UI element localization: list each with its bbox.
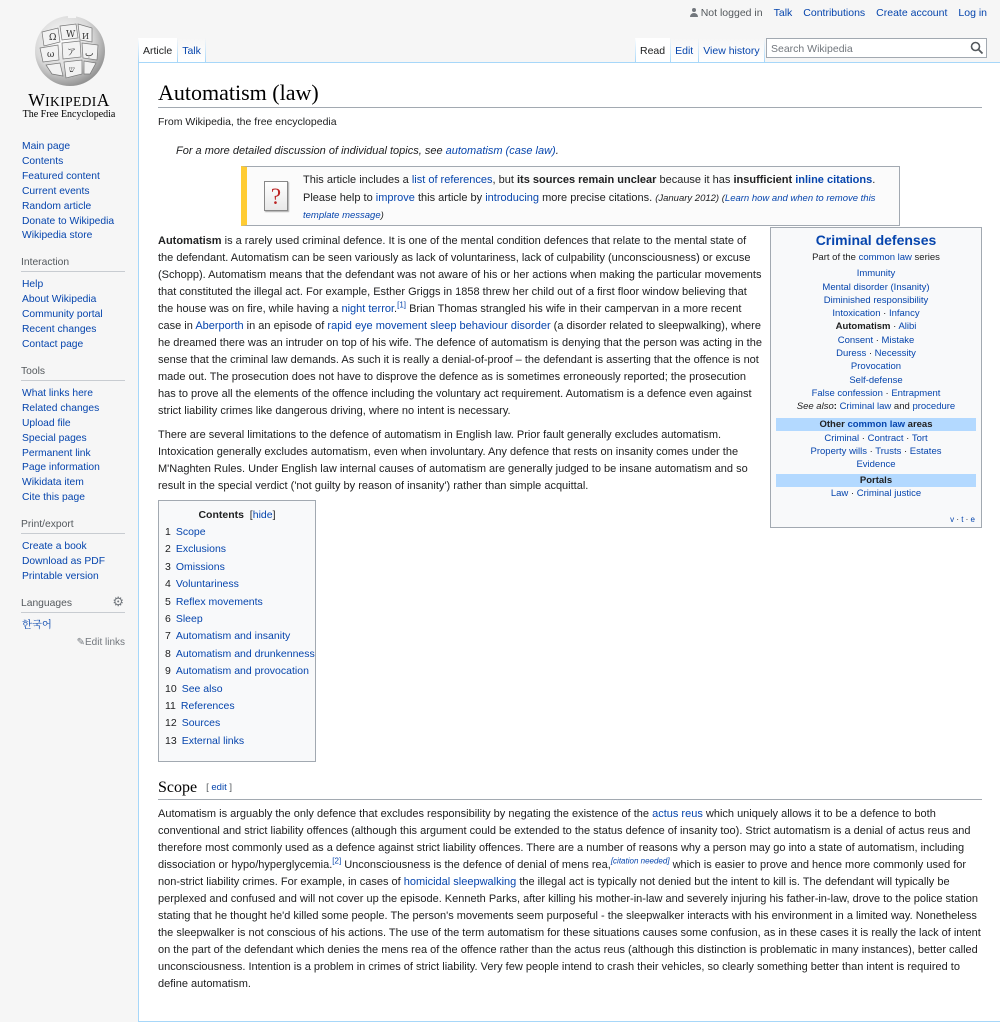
sidebar-item-donate-to-wikipedia[interactable] — [22, 215, 125, 230]
infobox-title — [771, 232, 981, 248]
toc-hide-link[interactable]: hide — [252, 509, 273, 521]
svg-text:W: W — [66, 30, 76, 40]
tools-list — [21, 387, 125, 506]
sidebar-item-label: Main page — [22, 141, 71, 152]
toc-number: 7 — [165, 630, 171, 643]
sidebar-item-label: Contents — [22, 155, 64, 167]
infobox-line — [771, 294, 981, 307]
infobox-link-self-defense[interactable]: Self-defense — [849, 374, 903, 386]
aberporth-link[interactable]: Aberporth — [195, 320, 244, 332]
see-also-and: and — [891, 401, 913, 413]
toc-number: 9 — [165, 665, 171, 678]
talk-template-link[interactable]: t — [961, 515, 964, 524]
infobox-link-mistake[interactable]: Mistake — [881, 334, 915, 346]
sidebar-item-item[interactable] — [22, 619, 125, 634]
notice-t6: this article by — [414, 191, 486, 204]
languages-portal — [21, 593, 125, 648]
sidebar-item-label: Permanent link — [22, 447, 91, 459]
sidebar-item-label: Donate to Wikipedia — [22, 215, 115, 227]
toc-number: 5 — [165, 595, 171, 608]
toc-toggle[interactable]: [hide] — [243, 509, 276, 521]
sidebar-item-label: Special pages — [22, 432, 87, 444]
scope-text-d: which is easier to prove and hence more commonly used for non-strict liability crimes. For example, in cases of — [158, 859, 967, 888]
hatnote-end: . — [555, 145, 559, 157]
list-of-references-link[interactable]: list of references — [411, 174, 493, 186]
other-areas-header — [776, 418, 976, 431]
notice-t2: , but — [492, 174, 517, 186]
navigation-list — [21, 140, 125, 244]
improve-link[interactable]: improve — [375, 191, 415, 204]
notice-paren-open: ( — [719, 192, 725, 204]
infobox-link-trusts[interactable]: Trusts — [875, 445, 902, 457]
tab-talk-label: Talk — [182, 45, 201, 57]
sidebar-item-label: Community portal — [22, 309, 103, 321]
svg-text:ω: ω — [47, 50, 55, 60]
sidebar-item-printable-version[interactable] — [22, 570, 125, 585]
intro-bold-term: Automatism — [158, 235, 222, 247]
vte-sep-1: · — [954, 515, 962, 524]
other-post: areas — [905, 418, 933, 430]
toc-item-automatism-and-provocation[interactable] — [165, 663, 315, 680]
infobox-link-evidence[interactable]: Evidence — [856, 459, 896, 471]
toc-number: 10 — [165, 682, 177, 695]
sidebar-item-permanent-link[interactable] — [22, 447, 125, 462]
infobox-separator: · — [882, 387, 892, 399]
sidebar-item-upload-file[interactable] — [22, 417, 125, 432]
ref-2[interactable]: [2] — [332, 856, 342, 866]
infobox-link-diminished-responsibility[interactable]: Diminished responsibility — [823, 294, 929, 306]
languages-heading — [21, 593, 125, 613]
infobox-link-infancy[interactable]: Infancy — [888, 308, 920, 320]
infobox-separator: · — [866, 348, 875, 360]
scope-text-a: Automatism is arguably the only defence that excludes responsibility by negating the existence of the — [158, 808, 653, 820]
not-logged-in-label: Not logged in — [700, 7, 763, 19]
scope-text-e: the illegal act is typically not denied but the intent to kill is. The defendant will typically be perplexed and confused and will not cover up the episode. Kenneth Parks, after killing his mother-in-law and severely injuring his father-in-law, drove to the police station stating that he thought he'd killed some people. The person's movements seem purposeful - the sleepwalker interacts with his environment in a limited way. Nonetheless the sleepwalker is not conscious of his actions. The use of the term automatism for these situations causes some confusion, as in these cases it is really the lack of intent on the part of the defendant which denies the mens rea of the offence rather than the actus reus (although this distinction is problematic in many instances), better called unconsciousness. Intention is a problem in crimes of strict liability. Very few people intend to crash their vehicles, so clearly something better than intent is required to define automatism. — [158, 876, 981, 990]
toc-label: Omissions — [175, 560, 225, 573]
infobox-link-estates[interactable]: Estates — [909, 445, 942, 457]
infobox-separator: · — [890, 321, 899, 333]
toc-label: Voluntariness — [175, 578, 239, 591]
sidebar-item-help[interactable] — [22, 278, 125, 293]
svg-text:Ω: Ω — [49, 33, 57, 43]
sidebar-item-contact-page[interactable] — [22, 338, 125, 353]
infobox-link-wills[interactable]: wills — [849, 445, 868, 457]
toc-number: 8 — [165, 647, 171, 660]
notice-b1: its sources remain unclear — [517, 174, 657, 186]
sidebar-item-label: Recent changes — [22, 324, 97, 336]
other-pre: Other — [819, 418, 848, 430]
scope-divider — [158, 799, 982, 800]
tab-edit-label: Edit — [675, 45, 694, 57]
tools-portal — [21, 366, 125, 506]
toc-label: Automatism and provocation — [175, 665, 309, 678]
notice-t5: Please help to — [303, 191, 376, 204]
infobox-line — [771, 267, 981, 280]
sidebar-item-label: Cite this page — [22, 492, 85, 504]
notice-t7: more precise citations. — [539, 191, 656, 204]
infobox-link-criminal-justice[interactable]: Criminal justice — [856, 488, 922, 500]
infobox-link-tort[interactable]: Tort — [911, 432, 928, 444]
toc-label: Sources — [181, 717, 221, 730]
svg-text:И: И — [82, 32, 89, 41]
languages-list — [21, 619, 125, 634]
infobox-link-entrapment[interactable]: Entrapment — [891, 387, 941, 399]
personal-toolbar — [690, 7, 987, 19]
wikipedia-logo[interactable] — [0, 0, 138, 130]
toc-number: 12 — [165, 717, 177, 730]
infobox-line — [771, 445, 981, 458]
notice-insufficient: insufficient — [733, 174, 793, 186]
intro-paragraph-1: Automatism is a rarely used criminal defence. It is one of the mental condition defences that relate to the mental state of the defendant. Automatism can be seen variously as lack of voluntariness, lack of culpability (unconsciousness) or excuse (Schopp). Automatism means that the defendant was not aware of his or her actions when making the particular movements that constituted the illegal act. For example, Esther Griggs in 1858 threw her child out of a first floor window believing that the house was on fire, while having a night terror.[1] Brian Thomas strangled his wife in their campervan in a more recent case in Aberporth in an episode of rapid eye movement sleep behaviour disorder (a disorder related to sleepwalking), where he dreamed there was an intruder on top of his wife. The defence of automatism is denying that the person was acting in the sense that the criminal law demands. As such it is really a denial-of-proof – the defendant is asserting that the offence is not made out. The prosecution does not have to disprove the defence as is sometimes erroneously reported; the prosecution has to prove all the elements of the offence including the voluntary act requirement. Automatism is a defence even against strict liability crimes like dangerous driving, where no intent is necessary. — [158, 235, 762, 417]
toc-item-sleep[interactable] — [165, 611, 315, 628]
page-title: Automatism (law) — [158, 80, 319, 105]
infobox-link-necessity[interactable]: Necessity — [874, 348, 916, 360]
sidebar-item-label: About Wikipedia — [22, 294, 97, 306]
sidebar-item-recent-changes[interactable] — [22, 323, 125, 338]
wordmark: WIKIPEDIA — [28, 90, 110, 110]
toc-item-automatism-and-insanity[interactable] — [165, 628, 315, 645]
infobox-separator: · — [903, 432, 912, 444]
portals-header: Portals — [776, 474, 976, 487]
sidebar-item-label: Download as PDF — [22, 556, 105, 568]
see-also-label: See also — [796, 401, 834, 413]
sidebar-item-label: Page information — [22, 462, 100, 474]
infobox-link-alibi[interactable]: Alibi — [898, 321, 917, 333]
sidebar-item-main-page[interactable] — [22, 140, 125, 155]
toc-label: Exclusions — [175, 543, 227, 556]
create-account-link[interactable]: Create account — [876, 7, 948, 19]
intro-text-c: in an episode of — [243, 320, 328, 332]
infobox-separator: · — [867, 445, 876, 457]
sidebar-item-label: Upload file — [22, 417, 71, 429]
citation-needed-link[interactable]: [citation needed] — [610, 856, 670, 866]
criminal-defenses-infobox — [770, 227, 982, 528]
edit-links[interactable] — [21, 637, 125, 648]
scope-paragraph — [158, 806, 982, 993]
toc-item-scope[interactable] — [165, 524, 315, 541]
infobox-link-provocation[interactable]: Provocation — [850, 361, 902, 373]
section-edit: [ edit ] — [206, 782, 232, 793]
criminal-law-link[interactable]: Criminal law — [839, 401, 892, 413]
sidebar-item-featured-content[interactable] — [22, 170, 125, 185]
site-subtitle: From Wikipedia, the free encyclopedia — [158, 116, 337, 128]
infobox-link-immunity[interactable]: Immunity — [856, 268, 896, 280]
notice-paren-close: ) — [380, 210, 384, 221]
tab-history-label: View history — [703, 45, 760, 57]
navbox-vte — [950, 515, 975, 524]
notice-date: (January 2012) — [655, 192, 720, 204]
ref-1[interactable]: [1] — [397, 300, 407, 310]
tab-view-history[interactable] — [698, 38, 764, 62]
scope-text-b: which uniquely allows it to be a defence to both conventional and strict liability offences (although this argument could be extended to the status defence of insanity too). Strict automatism is a denial of actus reus and therefore most commonly used as a defence against strict liability offences. There are a number of reasons why a person may go into a state of automatism, including dissociation or hypo/hyperglycemia. — [158, 808, 971, 871]
toc-item-reflex-movements[interactable] — [165, 594, 315, 611]
infobox-line — [771, 458, 981, 471]
sidebar-item-wikidata-item[interactable] — [22, 476, 125, 491]
hatnote-link[interactable]: automatism (case law) — [445, 145, 556, 157]
infobox-link-duress[interactable]: Duress — [836, 348, 867, 360]
series-post: series — [911, 252, 940, 263]
toc-label: Automatism and insanity — [175, 630, 291, 643]
infobox-link-consent[interactable]: Consent — [837, 334, 874, 346]
globe-icon — [30, 12, 110, 88]
sidebar-item-special-pages[interactable] — [22, 432, 125, 447]
sidebar-item-page-information[interactable] — [22, 461, 125, 476]
toc-number: 6 — [165, 613, 171, 626]
infobox-link-property[interactable]: Property — [810, 445, 847, 457]
infobox-line — [771, 387, 981, 400]
print-heading: Print/export — [21, 519, 125, 534]
print-list — [21, 540, 125, 585]
infobox-line — [771, 320, 981, 333]
sidebar-item-label: Random article — [22, 200, 92, 212]
infobox-link-law[interactable]: Law — [830, 488, 849, 500]
tools-heading: Tools — [21, 366, 125, 381]
infobox-line — [771, 360, 981, 373]
toc-label: Sleep — [175, 613, 203, 626]
sidebar-item-community-portal[interactable] — [22, 308, 125, 323]
sidebar — [0, 140, 138, 657]
svg-text:ب: ب — [85, 49, 94, 59]
gear-icon[interactable]: ⚙ — [112, 593, 124, 609]
table-of-contents — [158, 500, 316, 762]
sidebar-item-what-links-here[interactable] — [22, 387, 125, 402]
toc-item-voluntariness[interactable] — [165, 576, 315, 593]
sidebar-item-current-events[interactable] — [22, 185, 125, 200]
toc-item-sources[interactable] — [165, 715, 315, 732]
tab-edit[interactable] — [670, 38, 698, 62]
view-template-link[interactable]: v — [950, 515, 955, 524]
not-logged-in — [690, 7, 763, 19]
infobox-see-also — [771, 400, 981, 413]
tagline: The Free Encyclopedia — [22, 109, 116, 120]
scope-edit-link[interactable]: edit — [211, 782, 227, 793]
infobox-line — [771, 347, 981, 360]
talk-link[interactable]: Talk — [773, 7, 793, 19]
scope-text-c: Unconsciousness is the defence of denial of mens rea, — [341, 859, 611, 871]
actus-reus-link[interactable]: actus reus — [652, 808, 703, 820]
svg-text:ש: ש — [69, 65, 75, 74]
rem-sleep-disorder-link[interactable]: rapid eye movement sleep behaviour disorder — [327, 320, 551, 332]
infobox-defenses-list — [771, 267, 981, 400]
sidebar-item-contents[interactable] — [22, 155, 125, 170]
infobox-separator: · — [873, 334, 882, 346]
search-box — [766, 38, 987, 58]
sidebar-item-cite-this-page[interactable] — [22, 491, 125, 506]
infobox-link-criminal[interactable]: Criminal — [824, 432, 860, 444]
sidebar-item-label: 한국어 — [22, 619, 52, 631]
sidebar-item-label: Related changes — [22, 402, 100, 414]
toc-item-references[interactable] — [165, 698, 315, 715]
svg-text:ア: ア — [67, 48, 77, 58]
infobox-link-intoxication[interactable]: Intoxication — [832, 308, 881, 320]
tab-read-label: Read — [640, 45, 666, 57]
infobox-separator: · — [859, 432, 868, 444]
introducing-link[interactable]: introducing — [485, 191, 540, 204]
notice-b2 — [733, 174, 872, 186]
interaction-heading: Interaction — [21, 257, 125, 272]
hatnote — [176, 145, 559, 157]
infobox-separator: · — [848, 488, 857, 500]
toc-label: See also — [181, 682, 223, 695]
toc-title-label: Contents — [198, 509, 244, 521]
infobox-separator: · — [880, 308, 889, 320]
scope-heading-label: Scope — [158, 779, 198, 796]
section-heading-scope — [158, 779, 232, 797]
toc-item-see-also[interactable] — [165, 681, 315, 698]
toc-item-omissions[interactable] — [165, 559, 315, 576]
pencil-icon: ✎ — [76, 636, 85, 648]
languages-label: Languages — [21, 597, 72, 609]
toc-number: 3 — [165, 560, 171, 573]
infobox-line — [771, 432, 981, 445]
toc-number: 2 — [165, 543, 171, 556]
night-terror-link[interactable]: night terror — [341, 303, 395, 315]
hatnote-text: For a more detailed discussion of individual topics, see — [176, 145, 446, 157]
infobox-line — [771, 281, 981, 294]
sidebar-item-label: Create a book — [22, 541, 87, 553]
procedure-link[interactable]: procedure — [912, 401, 956, 413]
other-areas-list — [771, 432, 981, 472]
sidebar-item-label: Printable version — [22, 570, 99, 582]
toc-item-external-links[interactable] — [165, 733, 315, 750]
namespace-tabs — [138, 38, 206, 62]
toc-number: 1 — [165, 526, 171, 538]
sidebar-item-random-article[interactable] — [22, 200, 125, 215]
sidebar-item-download-as-pdf[interactable] — [22, 555, 125, 570]
sidebar-item-label: Featured content — [22, 170, 100, 182]
toc-number: 11 — [165, 700, 176, 713]
toc-label: External links — [181, 734, 245, 747]
portals-list — [771, 487, 981, 500]
infobox-line — [771, 374, 981, 387]
infobox-separator: · — [901, 445, 910, 457]
see-also-colon: : — [833, 401, 840, 413]
intro-text-b: Brian Thomas strangled his wife in their campervan in a more recent case in — [158, 303, 742, 332]
toc-number: 4 — [165, 578, 171, 591]
view-tabs — [635, 38, 765, 62]
tab-article-label: Article — [143, 45, 173, 57]
contributions-link[interactable]: Contributions — [803, 7, 866, 19]
edit-template-link[interactable]: e — [970, 515, 975, 524]
homicidal-sleepwalking-link[interactable]: homicidal sleepwalking — [403, 876, 517, 888]
infobox-link-mental-disorder-insanity[interactable]: Mental disorder (Insanity) — [822, 281, 930, 293]
sidebar-item-label: What links here — [22, 387, 93, 399]
sidebar-item-related-changes[interactable] — [22, 402, 125, 417]
inline-citations-link[interactable]: inline citations — [795, 174, 873, 186]
navigation-portal — [21, 140, 125, 244]
sidebar-item-label: Current events — [22, 185, 90, 197]
toc-label: Reflex movements — [175, 595, 263, 608]
infobox-line — [771, 334, 981, 347]
toc-label: References — [180, 700, 235, 713]
tab-read[interactable] — [635, 38, 670, 62]
infobox-line — [771, 487, 981, 500]
common-law-link[interactable]: common law — [858, 252, 912, 263]
notice-t3: because it has — [656, 174, 734, 186]
question-book-icon: ? — [264, 181, 288, 211]
content-area — [138, 62, 1000, 1022]
title-divider — [158, 107, 982, 108]
infobox-link-false-confession[interactable]: False confession — [811, 387, 883, 399]
infobox-link-contract[interactable]: Contract — [867, 432, 904, 444]
series-pre: Part of the — [812, 252, 859, 263]
toc-item-exclusions[interactable] — [165, 541, 315, 558]
tab-article[interactable] — [138, 38, 177, 62]
user-icon — [690, 8, 698, 17]
notice-t4: . — [872, 174, 876, 186]
notice-t1: This article includes a — [303, 174, 412, 186]
toc-label: Scope — [175, 526, 206, 538]
toc-item-automatism-and-drunkenness[interactable] — [165, 646, 315, 663]
toc-list — [159, 524, 315, 750]
sidebar-item-label: Wikidata item — [22, 477, 84, 489]
edit-links-label: Edit links — [84, 636, 125, 648]
intro-paragraph-2: There are several limitations to the defence of automatism in English law. Prior fault generally excludes automatism. Intoxication generally excludes automatism, even when involuntary. Any defence that rests on insanity comes under the M'Naghten Rules. Under English law internal causes of automatism are generally judged to be insane automatism and so result in the special verdict ('not guilty by reason of insanity') rather than simple acquittal. — [158, 429, 748, 492]
toc-number: 13 — [165, 734, 177, 747]
log-in-link[interactable]: Log in — [958, 7, 987, 19]
search-input[interactable] — [767, 40, 963, 58]
intro-text-d: (a disorder related to sleepwalking), where he dreamed there was an intruder on top of his wife. The defence of automatism is denying that the person was acting in the sense that the criminal law demands. As such it is really a denial-of-proof – the defendant is asserting that the offence is not made out. The prosecution does not have to disprove the defence as is sometimes erroneously reported; the prosecution has to prove all the elements of the offence including the voluntary act requirement. Automatism is a defence even against strict liability crimes like dangerous driving, where no intent is necessary. — [158, 320, 762, 417]
tab-talk[interactable] — [177, 38, 206, 62]
sidebar-item-wikipedia-store[interactable] — [22, 229, 125, 244]
toc-title — [159, 509, 315, 521]
citation-notice — [241, 166, 900, 226]
other-common-law-link[interactable]: common law — [847, 418, 906, 430]
sidebar-item-label: Help — [22, 279, 44, 291]
interaction-list — [21, 278, 125, 353]
sidebar-item-label: Wikipedia store — [22, 230, 93, 242]
infobox-line — [771, 307, 981, 320]
infobox-current-item: Automatism — [835, 321, 891, 333]
search-icon[interactable] — [970, 41, 984, 55]
sidebar-item-about-wikipedia[interactable] — [22, 293, 125, 308]
intro-text-a: is a rarely used criminal defence. It is one of the mental condition defences that relate to the mental state of the defendant. Automatism can be seen variously as lack of voluntariness, lack of culpability (unconsciousness) or excuse (Schopp). Automatism means that the defendant was not aware of his or her actions when making the particular movements that constituted the illegal act. For example, Esther Griggs in 1858 threw her child out of a first floor window believing that the house was on fire, while having a — [158, 235, 762, 315]
infobox-title-link[interactable]: Criminal defenses — [815, 232, 937, 248]
vte-sep-2: · — [963, 515, 971, 524]
remove-template-link[interactable]: Learn how and when to remove this template message — [303, 192, 876, 221]
sidebar-item-label: Contact page — [22, 338, 84, 350]
sidebar-item-create-a-book[interactable] — [22, 540, 125, 555]
print-portal — [21, 519, 125, 585]
notice-text — [303, 172, 893, 225]
toc-label: Automatism and drunkenness — [175, 647, 315, 660]
infobox-series — [771, 251, 981, 264]
interaction-portal — [21, 257, 125, 353]
